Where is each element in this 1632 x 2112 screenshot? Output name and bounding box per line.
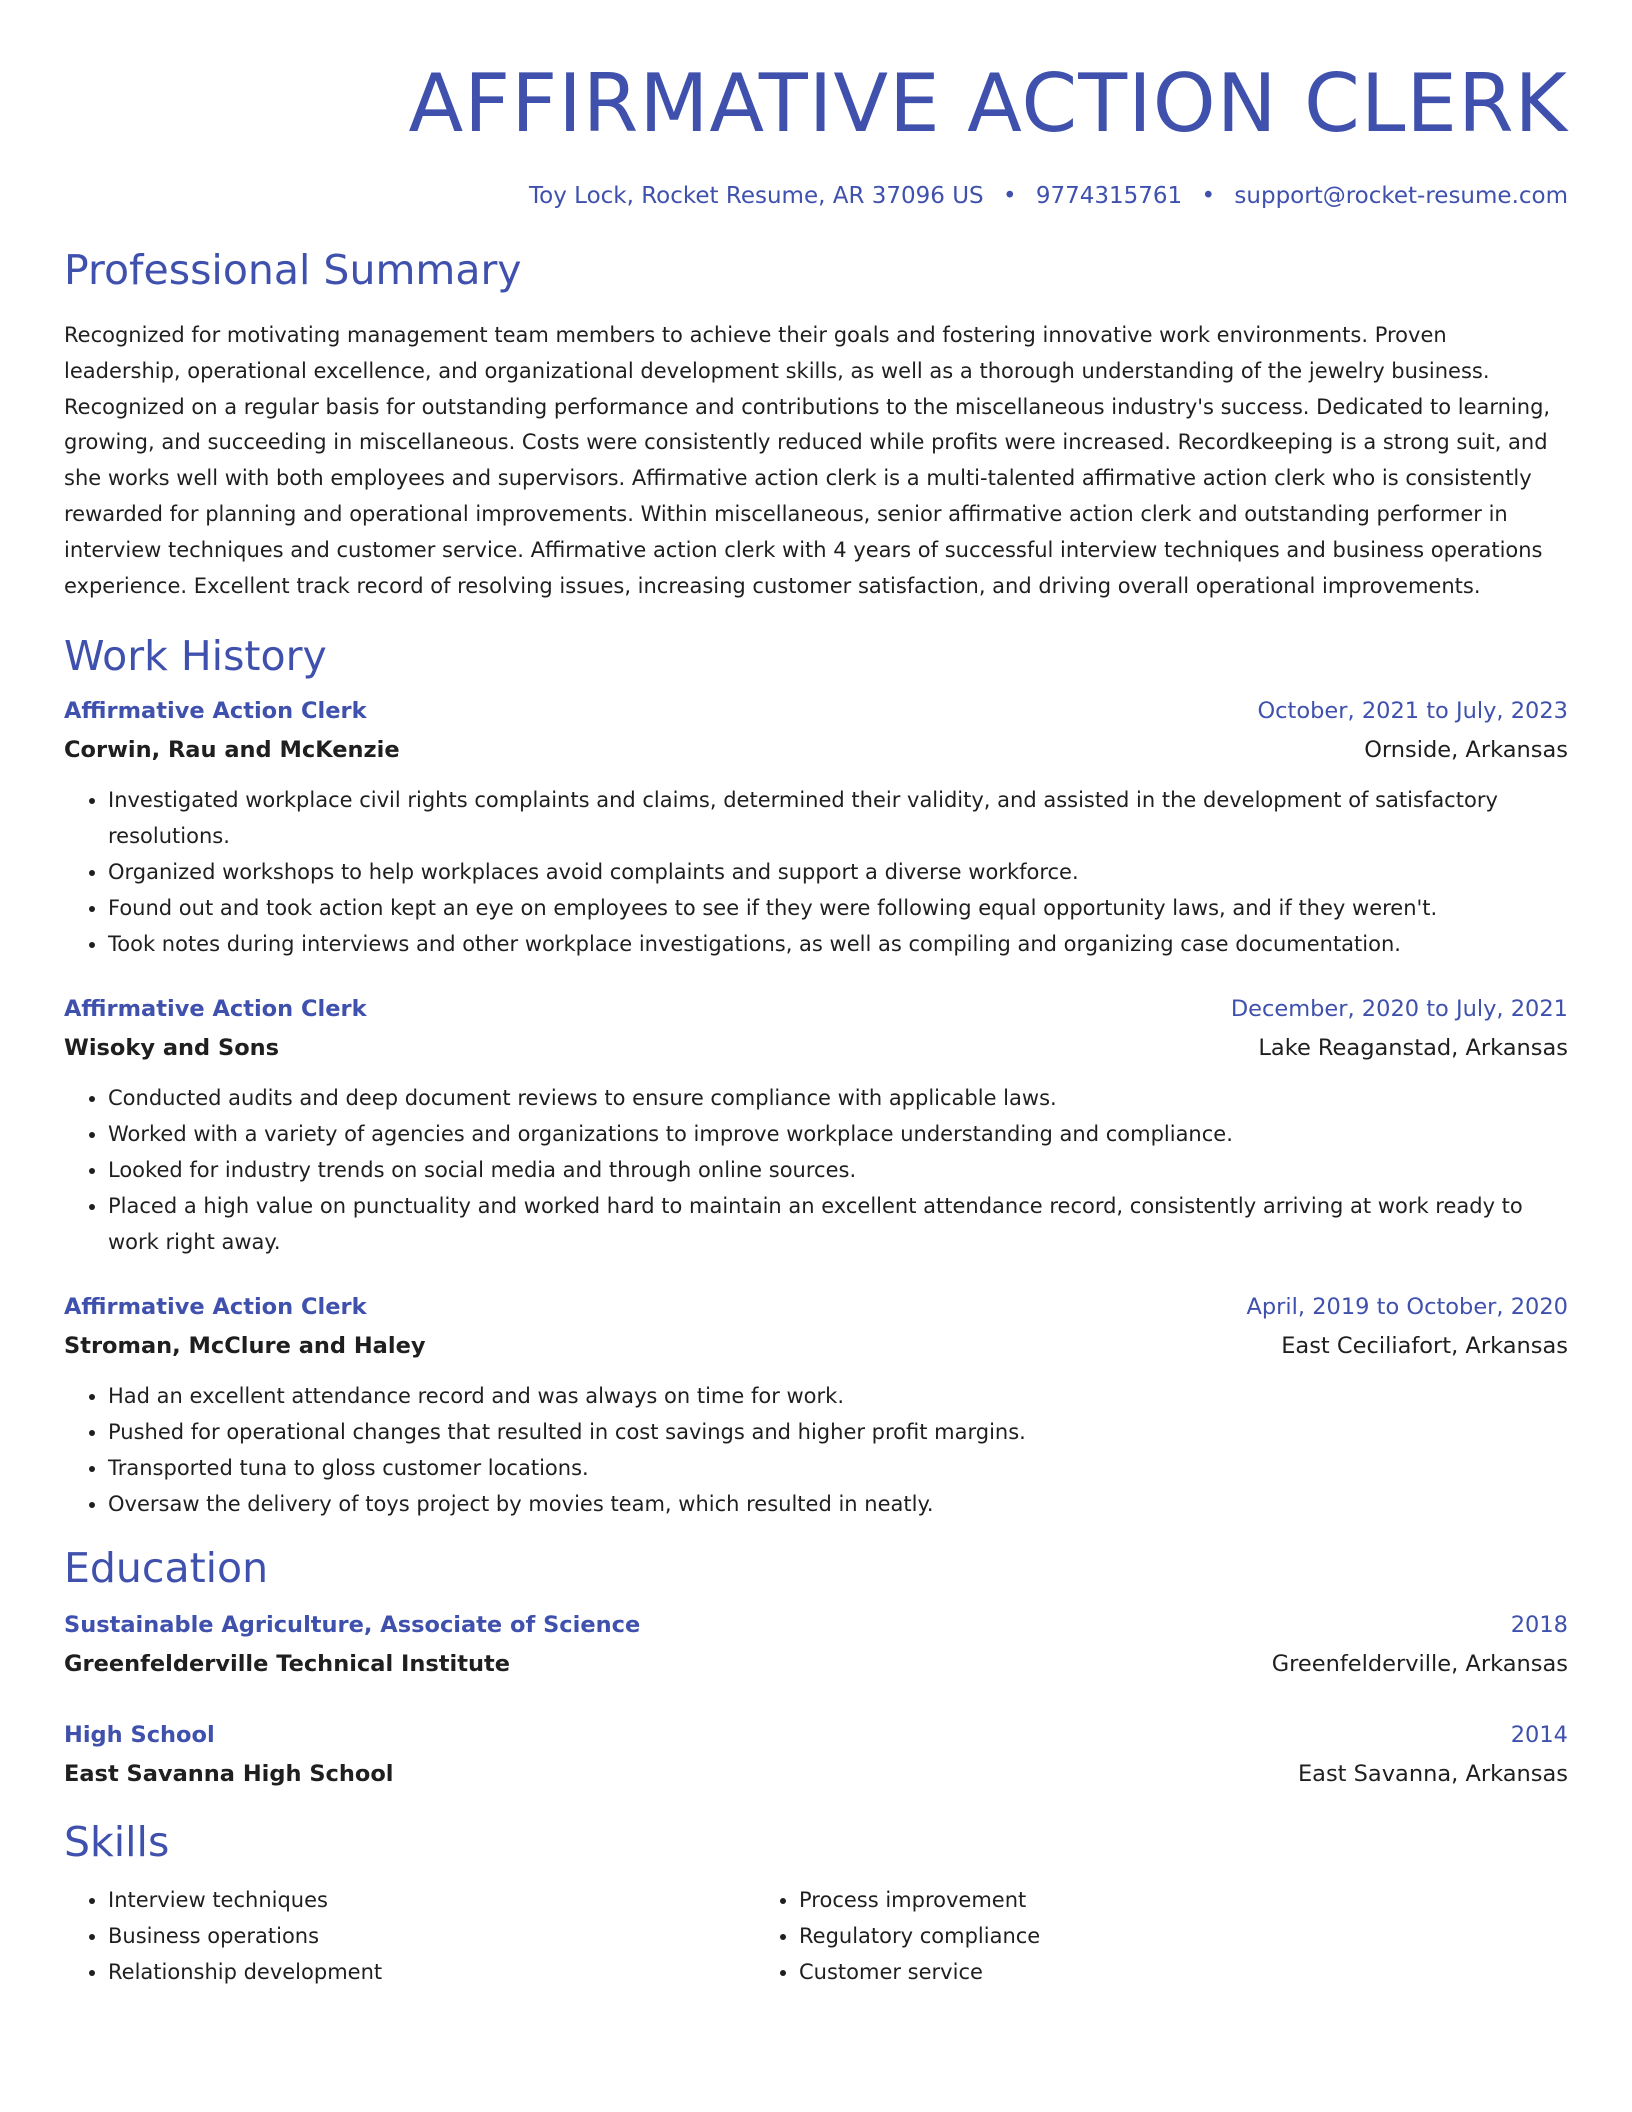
job-duty: • Investigated workplace civil rights complaints and claims, determined their validity, and assisted in the development of satisfactory resolutions. — [108, 782, 1568, 854]
job-title: Affirmative Action Clerk — [64, 1294, 367, 1321]
candidate-name: AFFIRMATIVE ACTION CLERK — [408, 57, 1568, 150]
job-dates: April, 2019 to October, 2020 — [1246, 1294, 1568, 1321]
job-duty: • Found out and took action kept an eye on employees to see if they were following equal opportunity laws, and if they weren't. — [108, 890, 1568, 926]
contact-separator: • — [1201, 183, 1216, 209]
school-name: Greenfelderville Technical Institute — [64, 1651, 511, 1678]
job-title: Affirmative Action Clerk — [64, 996, 367, 1023]
job-duties — [64, 1378, 1568, 1522]
job-location: Lake Reaganstad, Arkansas — [1258, 1035, 1568, 1062]
school-name: East Savanna High School — [64, 1761, 394, 1788]
job-duty: • Had an excellent attendance record and was always on time for work. — [108, 1378, 1568, 1414]
job-duty: • Transported tuna to gloss customer locations. — [108, 1450, 1568, 1486]
skills-heading: Skills — [64, 1818, 170, 1867]
education-entry — [64, 1716, 1568, 1794]
job-duty: • Conducted audits and deep document reviews to ensure compliance with applicable laws. — [108, 1080, 1568, 1116]
skills-column-right — [755, 1882, 1446, 1990]
work-history-section — [64, 630, 1568, 1522]
job-dates: December, 2020 to July, 2021 — [1230, 996, 1568, 1023]
job-duty: • Worked with a variety of agencies and organizations to improve workplace understanding and compliance. — [108, 1116, 1568, 1152]
school-location: East Savanna, Arkansas — [1297, 1761, 1568, 1788]
education-heading: Education — [64, 1544, 269, 1593]
summary-section — [64, 244, 1568, 604]
degree-name: High School — [64, 1722, 215, 1749]
degree-name: Sustainable Agriculture, Associate of Science — [64, 1612, 641, 1639]
graduation-year: 2014 — [1510, 1722, 1568, 1749]
summary-heading: Professional Summary — [64, 246, 522, 294]
skills-list — [64, 1882, 1568, 1990]
job-duty: • Pushed for operational changes that resulted in cost savings and higher profit margins. — [108, 1414, 1568, 1450]
education-section — [64, 1542, 1568, 1794]
job-location: Ornside, Arkansas — [1364, 737, 1568, 764]
resume-header — [64, 50, 1568, 214]
work-history-heading: Work History — [64, 632, 327, 681]
job-duty: • Looked for industry trends on social media and through online sources. — [108, 1152, 1568, 1188]
summary-paragraph: Recognized for motivating management team members to achieve their goals and fostering innovative work environments. Proven leadership, operational excellence, and organizational development skills, as well as a thorough understanding of the jewelry business. Recognized on a regular basis for outstanding performance and contributions to the miscellaneous industry's success. Dedicated to learning, growing, and succeeding in miscellaneous. Costs were consistently reduced while profits were increased. Recordkeeping is a strong suit, and she works well with both employees and supervisors. Affirmative action clerk is a multi-talented affirmative action clerk who is consistently rewarded for planning and operational improvements. Within miscellaneous, senior affirmative action clerk and outstanding performer in interview techniques and customer service. Affirmative action clerk with 4 years of successful interview techniques and business operations experience. Excellent track record of resolving issues, increasing customer satisfaction, and driving overall operational improvements. — [64, 323, 1551, 598]
skill-item: • Interview techniques — [108, 1882, 755, 1918]
contact-phone: 9774315761 — [1035, 183, 1183, 209]
skills-section — [64, 1816, 1568, 1990]
skill-item: • Regulatory compliance — [799, 1918, 1446, 1954]
skill-item: • Relationship development — [108, 1954, 755, 1990]
job-duty: • Placed a high value on punctuality and worked hard to maintain an excellent attendance record, consistently arriving at work ready to work right away. — [108, 1188, 1568, 1260]
job-duty: • Organized workshops to help workplaces avoid complaints and support a diverse workforce. — [108, 854, 1568, 890]
job-duty: • Oversaw the delivery of toys project by movies team, which resulted in neatly. — [108, 1486, 1568, 1522]
job-entry — [64, 990, 1568, 1260]
skill-item: • Process improvement — [799, 1882, 1446, 1918]
skills-column-left — [64, 1882, 755, 1990]
graduation-year: 2018 — [1510, 1612, 1568, 1639]
job-location: East Ceciliafort, Arkansas — [1281, 1333, 1568, 1360]
job-dates: October, 2021 to July, 2023 — [1257, 698, 1568, 725]
job-entry — [64, 1288, 1568, 1522]
skill-item: • Customer service — [799, 1954, 1446, 1990]
company-name: Wisoky and Sons — [64, 1035, 280, 1062]
education-entry — [64, 1606, 1568, 1684]
company-name: Stroman, McClure and Haley — [64, 1333, 426, 1360]
school-location: Greenfelderville, Arkansas — [1271, 1651, 1568, 1678]
job-duty: • Took notes during interviews and other workplace investigations, as well as compiling and organizing case documentation. — [108, 926, 1568, 962]
skill-item: • Business operations — [108, 1918, 755, 1954]
contact-separator: • — [1002, 183, 1017, 209]
job-title: Affirmative Action Clerk — [64, 698, 367, 725]
job-duties — [64, 1080, 1568, 1260]
job-duties — [64, 782, 1568, 962]
contact-line — [64, 178, 1568, 214]
company-name: Corwin, Rau and McKenzie — [64, 737, 400, 764]
contact-address: Toy Lock, Rocket Resume, AR 37096 US — [529, 183, 984, 209]
contact-email: support@rocket-resume.com — [1234, 183, 1568, 209]
job-entry — [64, 692, 1568, 962]
